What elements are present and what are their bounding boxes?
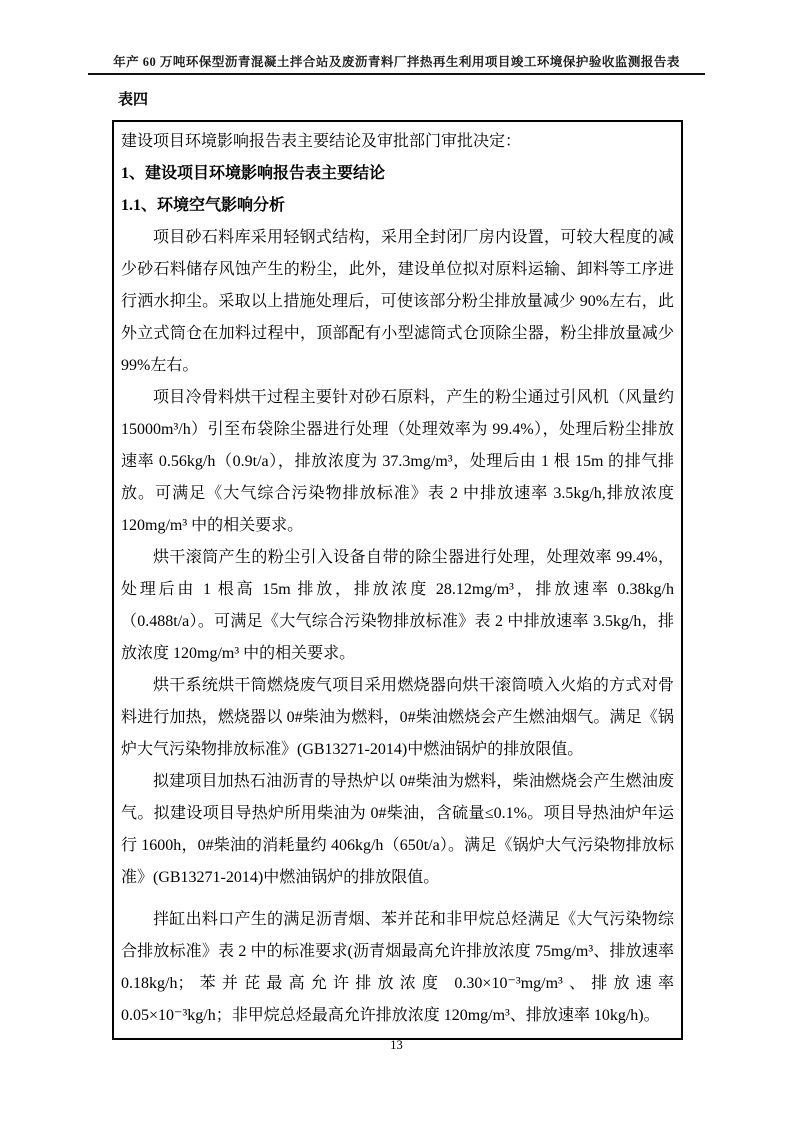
page-number: 13 [390, 1038, 403, 1052]
paragraph-sand-storage-dust: 项目砂石料库采用轻钢式结构，采用全封闭厂房内设置，可较大程度的减少砂石料储存风蚀产生的粉尘，此外，建设单位拟对原料运输、卸料等工序进行洒水抑尘。采取以上措施处理后，可使该部分粉尘排放量减少 90%左右，此外立式筒仓在加料过程中，顶部配有小型滤筒式仓顶除尘器，粉尘排放量减少 99%左右。 [121, 229, 674, 374]
heading-main-conclusion: 1、建设项目环境影响报告表主要结论 [121, 165, 386, 182]
paragraph-drying-combustion-gas: 烘干系统烘干筒燃烧废气项目采用燃烧器向烘干滚筒喷入火焰的方式对骨料进行加热，燃烧器以 0#柴油为燃料，0#柴油燃烧会产生燃油烟气。满足《锅炉大气污染物排放标准》(GB13271-2014)中燃油锅炉的排放限值。 [121, 677, 674, 758]
content-box [112, 120, 683, 1040]
intro-line: 建设项目环境影响报告表主要结论及审批部门审批决定： [121, 133, 522, 150]
document-header-title: 年产 60 万吨环保型沥青混凝土拌合站及废沥青料厂拌热再生利用项目竣工环境保护验收监测报告表 [88, 54, 705, 75]
paragraph-heat-transfer-furnace: 拟建项目加热石油沥青的导热炉以 0#柴油为燃料，柴油燃烧会产生燃油废气。拟建设项目导热炉所用柴油为 0#柴油，含硫量≤0.1%。项目导热油炉年运行 1600h，0#柴油的消耗量约 406kg/h（650t/a）。满足《锅炉大气污染物排放标准》(GB13271-2014)中燃油锅炉的排放限值。 [121, 773, 674, 886]
paragraph-cold-aggregate-drying: 项目冷骨料烘干过程主要针对砂石原料，产生的粉尘通过引风机（风量约15000m³/h）引至布袋除尘器进行处理（处理效率为 99.4%），处理后粉尘排放速率 0.56kg/h（0.9t/a），排放浓度为 37.3mg/m³，处理后由 1 根 15m 的排气排放。可满足《大气综合污染物排放标准》表 2 中排放速率 3.5kg/h,排放浓度 120mg/m³ 中的相关要求。 [121, 389, 674, 534]
table-label: 表四 [118, 92, 149, 108]
paragraph-drying-drum-dust: 烘干滚筒产生的粉尘引入设备自带的除尘器进行处理，处理效率 99.4%，处理后由 1 根高 15m 排放，排放浓度 28.12mg/m³，排放速率 0.38kg/h（0.488t/a）。可满足《大气综合污染物排放标准》表 2 中排放速率 3.5kg/h，排放浓度 120mg/m³ 中的相关要求。 [121, 549, 674, 662]
heading-air-impact-analysis: 1.1、环境空气影响分析 [121, 197, 286, 214]
paragraph-mixer-outlet-emissions: 拌缸出料口产生的满足沥青烟、苯并芘和非甲烷总烃满足《大气污染物综合排放标准》表 2 中的标准要求(沥青烟最高允许排放浓度 75mg/m³、排放速率 0.18kg/h；苯并芘最高允许排放浓度 0.30×10⁻³mg/m³、排放速率 0.05×10⁻³kg/h；非甲烷总烃最高允许排放浓度 120mg/m³、排放速率 10kg/h)。 [121, 911, 674, 1024]
